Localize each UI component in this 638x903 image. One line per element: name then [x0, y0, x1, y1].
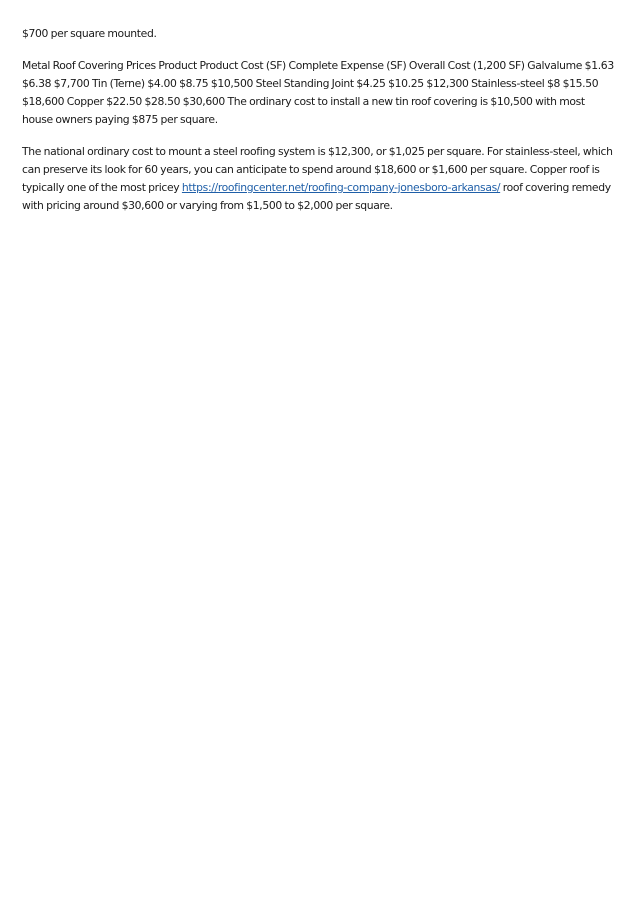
paragraph-text-after-link: roof covering remedy with pricing around $30,600 or varying from $1,500 to $2,000 per square.	[22, 181, 611, 212]
paragraph-metal-roof-prices: Metal Roof Covering Prices Product Product Cost (SF) Complete Expense (SF) Overall Cost (1,200 SF) Galvalume $1.63 $6.38 $7,700 Tin (Terne) $4.00 $8.75 $10,500 Steel Standing Joint $4.25 $10.25 $12,300 Stainless-steel $8 $15.50 $18,600 Copper $22.50 $28.50 $30,600 The ordinary cost to install a new tin roof covering is $10,500 with most house owners paying $875 per square.	[22, 59, 614, 126]
paragraph-installed-cost: $700 per square mounted.	[22, 27, 157, 40]
roofing-center-link[interactable]: https://roofingcenter.net/roofing-company-jonesboro-arkansas/	[181, 181, 501, 194]
paragraph-text-before-link: The national ordinary cost to mount a steel roofing system is $12,300, or $1,025 per square. For stainless-steel, which can preserve its look for 60 years, you can anticipate to spend around $18,600 or $1,600 per square. Copper roof is typically one of the most pricey	[22, 145, 613, 194]
paragraph-national-cost	[22, 143, 618, 215]
